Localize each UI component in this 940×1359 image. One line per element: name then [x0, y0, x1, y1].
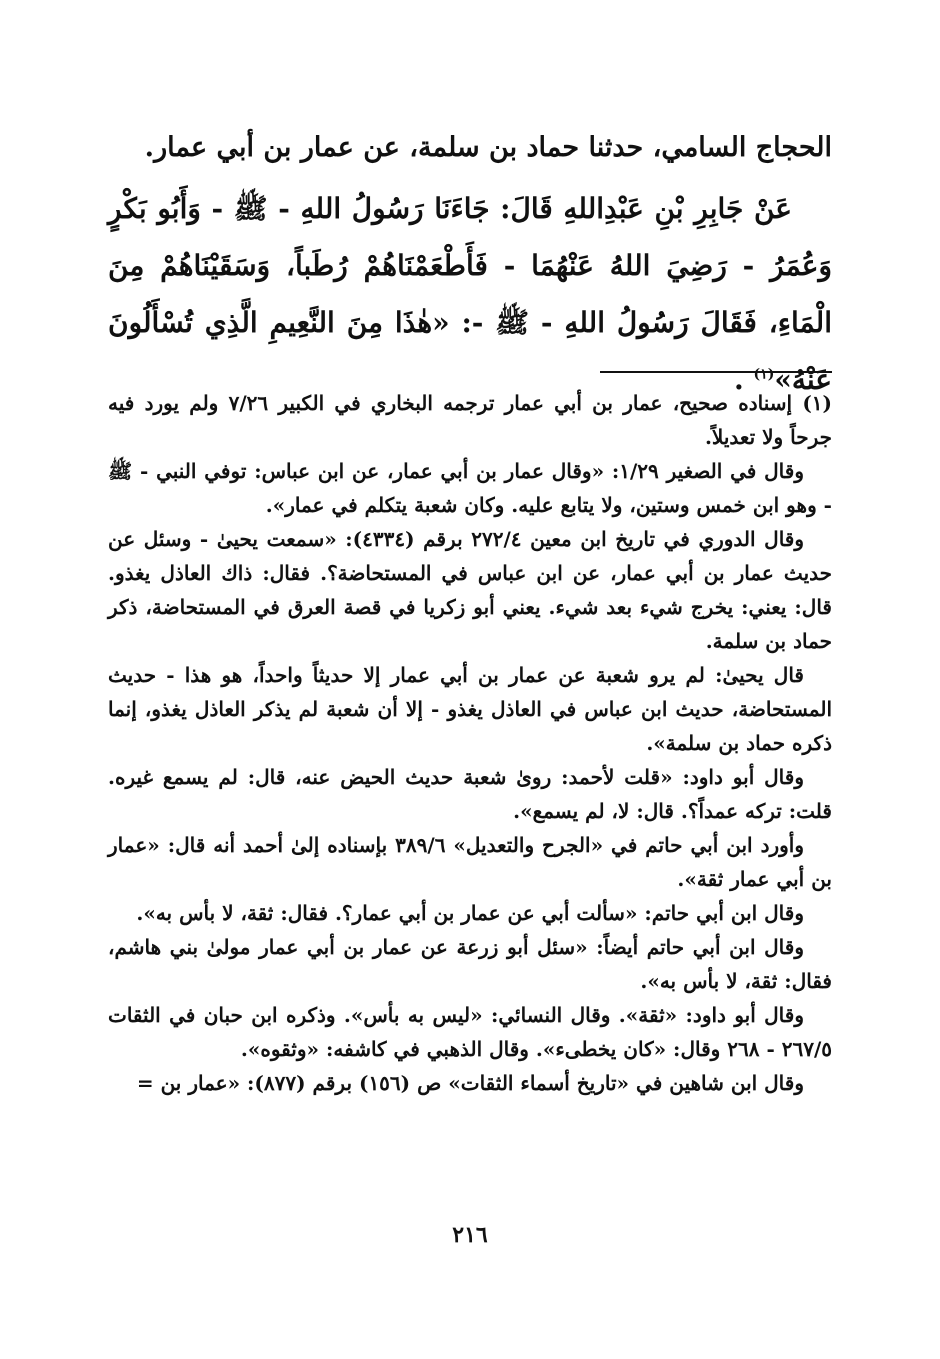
footnote-number: (١): [802, 391, 832, 415]
footnote-paragraph: قال يحيىٰ: لم يرو شعبة عن عمار بن أبي عمار إلا حديثاً واحداً، هو هذا - حديث المستحاضة، حديث ابن عباس في العاذل يغذو - إلا أن شعبة لم يذكر العاذل يغذو، إنما ذكره حماد بن سلمة».: [108, 663, 832, 755]
page-number: ٢١٦: [452, 1222, 488, 1248]
footnote-paragraph: وقال ابن أبي حاتم: «سألت أبي عن عمار بن أبي عمار؟. فقال: ثقة، لا بأس به».: [136, 901, 804, 925]
footnote-paragraph: وقال الدوري في تاريخ ابن معين ٢٧٢/٤ برقم (٤٣٣٤): «سمعت يحيىٰ - وسئل عن حديث عمار بن أبي عمار، عن ابن عباس في المستحاضة؟. فقال: ذاك العاذل يغذو. قال: يعني: يخرج شيء بعد شيء. يعني أبو زكريا في قصة العرق في المستحاضة، ذكر حماد بن سلمة.: [108, 527, 832, 653]
footnotes: [108, 386, 832, 1100]
hadith-quote: «هٰذَا مِنَ النَّعِيمِ الَّذِي تُسْأَلُونَ عَنْهُ»: [108, 306, 832, 396]
footnote-paragraph: وقال في الصغير ١/٢٩: «وقال عمار بن أبي عمار، عن ابن عباس: توفي النبي - ﷺ - وهو ابن خمس وستين، ولا يتابع عليه. وكان شعبة يتكلم في عمار».: [108, 459, 832, 517]
footnote-text: إسناده صحيح، عمار بن أبي عمار ترجمه البخاري في الكبير ٧/٢٦ ولم يورد فيه جرحاً ولا تعديلاً.: [108, 391, 832, 449]
isnad-line: الحجاج السامي، حدثنا حماد بن سلمة، عن عمار بن أبي عمار.: [144, 132, 832, 163]
hadith-text: [108, 180, 832, 408]
footnote-paragraph: وقال ابن أبي حاتم أيضاً: «سئل أبو زرعة عن عمار بن أبي عمار مولىٰ بني هاشم، فقال: ثقة، لا بأس به».: [108, 935, 832, 993]
footnote-paragraph: وأورد ابن أبي حاتم في «الجرح والتعديل» ٣٨٩/٦ بإسناده إلىٰ أحمد أنه قال: «عمار بن أبي عمار ثقة».: [108, 833, 832, 891]
footnote-reference: (١): [753, 366, 775, 383]
footnote-paragraph: وقال أبو داود: «ثقة». وقال النسائي: «ليس به بأس». وذكره ابن حبان في الثقات ٢٦٧/٥ - ٢٦٨ وقال: «كان يخطىء». وقال الذهبي في كاشفه: «وثقوه».: [108, 1003, 832, 1061]
footnote-separator: [600, 371, 832, 373]
footnote-paragraph: [108, 386, 832, 454]
hadith-body: عَنْ جَابِرِ بْنِ عَبْدِاللهِ قَالَ: جَاءَنَا رَسُولُ اللهِ - ﷺ - وَأَبُو بَكْرٍ وَعُمَرُ - رَضِيَ اللهُ عَنْهُمَا - فَأَطْعَمْنَاهُمْ رُطَباً، وَسَقَيْنَاهُمْ مِنَ الْمَاءِ، فَقَالَ رَسُولُ اللهِ - ﷺ -:: [108, 192, 832, 339]
footnote-paragraph: وقال ابن شاهين في «تاريخ أسماء الثقات» ص (١٥٦) برقم (٨٧٧): «عمار بن =: [136, 1071, 804, 1095]
footnote-paragraph: وقال أبو داود: «قلت لأحمد: روىٰ شعبة حديث الحيض عنه، قال: لم يسمع غيره. قلت: تركه عمداً؟. قال: لا، لم يسمع».: [108, 765, 832, 823]
hadith-end: .: [734, 363, 744, 396]
